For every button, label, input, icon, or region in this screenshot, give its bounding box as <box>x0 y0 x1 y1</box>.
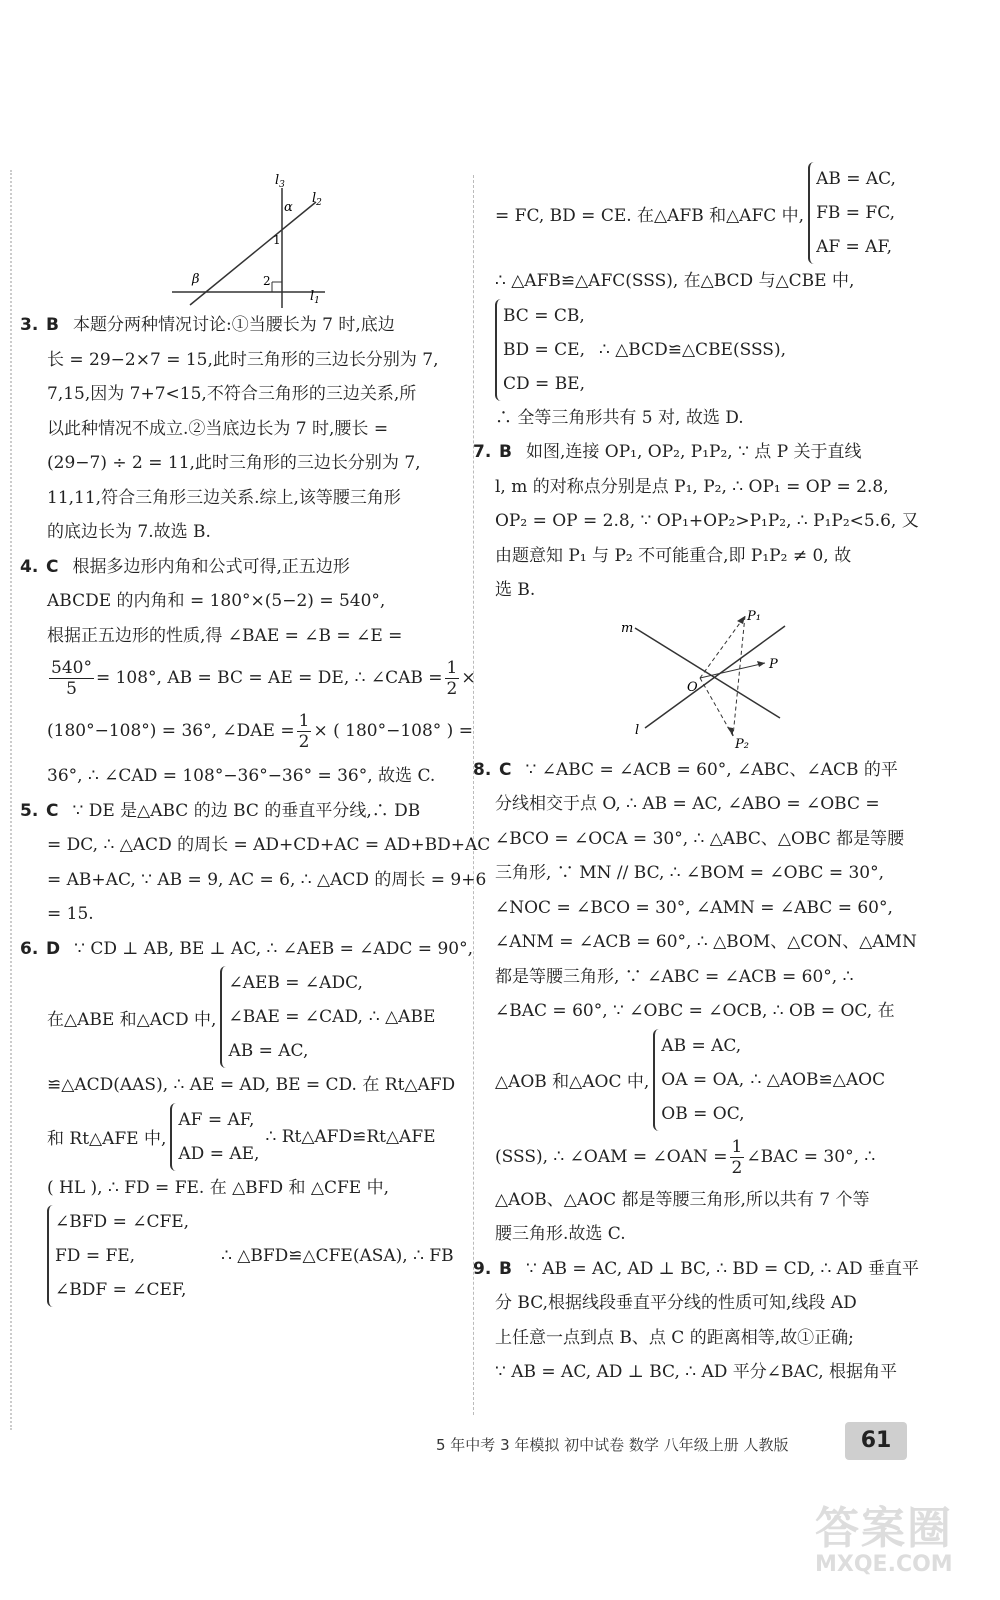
svg-text:l2: $l_2$ <box>312 191 322 208</box>
text-line: 11,11,符合三角形三边关系.综上,该等腰三角形 <box>47 487 401 508</box>
answer-letter: B <box>499 1258 512 1279</box>
right-column <box>473 162 945 1390</box>
text-line: 7,15,因为 7+7<15,不符合三角形的三边关系,所 <box>47 384 417 404</box>
text-line: ∵ AB = AC, AD ⊥ BC, ∴ BD = CD, ∴ AD 垂直平 <box>525 1258 919 1279</box>
text-line: 三角形, ∵ MN // BC, ∴ ∠BOM = ∠OBC = 30°, <box>495 863 885 883</box>
text-line: 选 B. <box>495 580 536 600</box>
answer-letter: B <box>46 315 59 335</box>
question-4 <box>20 550 476 794</box>
text-line: l, m 的对称点分别是点 P₁, P₂, ∴ OP₁ = OP = 2.8, <box>495 476 889 497</box>
text-line: 本题分两种情况讨论:①当腰长为 7 时,底边 <box>72 315 395 335</box>
equation-system: BC = CB, BD = CE, CD = BE, ∴ △BCD≌△CBE(SSS), <box>495 299 945 401</box>
question-3 <box>20 308 460 550</box>
question-6-continued <box>495 162 945 435</box>
question-number: 4. <box>20 556 39 577</box>
text-line: 长 = 29−2×7 = 15,此时三角形的三边长分别为 7, <box>47 349 439 370</box>
text-line: 上任意一点到点 B、点 C 的距离相等,故①正确; <box>495 1327 854 1348</box>
text-line: ≌△ACD(AAS), ∴ AE = AD, BE = CD. 在 Rt△AFD <box>47 1075 456 1095</box>
text-line: ABCDE 的内角和 = 180°×(5−2) = 540°, <box>47 591 386 611</box>
text-line: (180°−108°) = 36°, ∠DAE = $\frac{1}{2}$ × ( 180°−108° ) = <box>47 711 473 752</box>
equation-system: 和 Rt△AFE 中, AF = AF, AD = AE, ∴ Rt△AFD≌Rt△AFE <box>20 1103 460 1171</box>
text-line: ∠BCO = ∠OCA = 30°, ∴ △ABC、△OBC 都是等腰 <box>495 828 905 849</box>
text-line: ∵ DE 是△ABC 的边 BC 的垂直平分线,∴ DB <box>72 800 421 821</box>
text-line: ∵ AB = AC, AD ⊥ BC, ∴ AD 平分∠BAC, 根据角平 <box>495 1362 897 1382</box>
answer-letter: C <box>499 759 512 780</box>
svg-text:2: 2 <box>263 274 271 288</box>
text-line: ∴ △AFB≌△AFC(SSS), 在△BCD 与△CBE 中, <box>495 271 855 291</box>
question-number: 8. <box>473 759 492 780</box>
svg-text:P₁: P₁ <box>747 608 761 624</box>
watermark-logo: 答案圈 MXQE.COM <box>815 1503 953 1577</box>
text-line: 分 BC,根据线段垂直平分线的性质可知,线段 AD <box>495 1293 857 1313</box>
svg-text:O: O <box>687 679 698 695</box>
svg-text:β: β <box>192 272 200 287</box>
footer-book-title: 5 年中考 3 年模拟 初中试卷 数学 八年级上册 人教版 <box>436 1436 789 1454</box>
question-number: 9. <box>473 1258 492 1279</box>
text-line: ∠NOC = ∠BCO = 30°, ∠AMN = ∠ABC = 60°, <box>495 897 893 918</box>
text-line: = DC, ∴ △ACD 的周长 = AD+CD+AC = AD+BD+AC <box>47 835 491 855</box>
text-line: 都是等腰三角形, ∵ ∠ABC = ∠ACB = 60°, ∴ <box>495 966 854 987</box>
text-line: 如图,连接 OP₁, OP₂, P₁P₂, ∵ 点 P 关于直线 <box>525 442 862 462</box>
question-number: 7. <box>473 442 492 462</box>
equation-system: △AOB 和△AOC 中, AB = AC, OA = OA, OB = OC, ∴ △AOB≌△AOC <box>495 1029 945 1131</box>
question-number: 5. <box>20 800 39 821</box>
page-number: 61 <box>845 1422 907 1460</box>
answer-letter: C <box>46 556 59 577</box>
svg-text:P: P <box>769 656 778 672</box>
text-line: 的底边长为 7.故选 B. <box>47 522 211 542</box>
question-number: 6. <box>20 938 39 959</box>
text-line: (SSS), ∴ ∠OAM = ∠OAN = $\frac{1}{2}$ ∠BAC = 30°, ∴ <box>495 1136 876 1178</box>
question-6 <box>20 932 473 1308</box>
text-line: = AB+AC, ∵ AB = 9, AC = 6, ∴ △ACD 的周长 = 9+6 <box>47 869 487 890</box>
answer-letter: D <box>46 938 61 959</box>
svg-text:P₂: P₂ <box>735 736 749 752</box>
text-line: 36°, ∴ ∠CAD = 108°−36°−36° = 36°, 故选 C. <box>47 766 436 786</box>
text-line: ∵ ∠ABC = ∠ACB = 60°, ∠ABC、∠ACB 的平 <box>525 759 898 780</box>
text-line: △AOB、△AOC 都是等腰三角形,所以共有 7 个等 <box>495 1189 870 1210</box>
text-line: 根据正五边形的性质,得 ∠BAE = ∠B = ∠E = <box>47 625 403 646</box>
text-line: 腰三角形.故选 C. <box>495 1224 626 1244</box>
text-line: ∠ANM = ∠ACB = 60°, ∴ △BOM、△CON、△AMN <box>495 932 917 952</box>
figure-reflection <box>495 608 945 753</box>
svg-text:l3: $l_3$ <box>275 173 285 190</box>
svg-text:α: α <box>284 200 293 215</box>
equation-system: ∠BFD = ∠CFE, FD = FE, ∠BDF = ∠CEF, ∴ △BFD≌△CFE(ASA), ∴ FB <box>20 1205 460 1307</box>
svg-text:l1: $l_1$ <box>310 289 320 306</box>
question-number: 3. <box>20 315 39 335</box>
fraction: $\frac{1}{2}$ <box>298 711 310 752</box>
text-line: ∵ CD ⊥ AB, BE ⊥ AC, ∴ ∠AEB = ∠ADC = 90°, <box>74 938 473 959</box>
text-line: $\frac{540^\circ}{5}$ = 108°, AB = BC = AE = DE, ∴ ∠CAB = $\frac{1}{2}$ × <box>51 658 476 699</box>
text-line: (29−7) ÷ 2 = 11,此时三角形的三边长分别为 7, <box>47 453 421 473</box>
text-line: 根据多边形内角和公式可得,正五边形 <box>72 556 350 577</box>
fraction: $\frac{1}{2}$ <box>731 1136 743 1178</box>
text-line: 以此种情况不成立.②当底边长为 7 时,腰长 = <box>47 418 389 439</box>
answer-letter: C <box>46 800 59 821</box>
text-line: = 15. <box>47 904 94 924</box>
text-line: ∠BAC = 60°, ∵ ∠OBC = ∠OCB, ∴ OB = OC, 在 <box>495 1001 895 1021</box>
reflection-diagram <box>495 608 945 753</box>
column-divider <box>473 175 474 1415</box>
equation-system: 在△ABE 和△ACD 中, ∠AEB = ∠ADC, ∠BAE = ∠CAD, AB = AC, ∴ △ABE <box>20 966 460 1068</box>
figure-parallel-lines <box>20 160 460 308</box>
text-line: ∴ 全等三角形共有 5 对, 故选 D. <box>495 407 744 428</box>
fraction: $\frac{1}{2}$ <box>446 658 458 699</box>
svg-text:l: l <box>635 722 640 738</box>
svg-text:1: 1 <box>273 233 281 247</box>
left-column <box>20 160 491 1307</box>
answer-letter: B <box>499 442 512 462</box>
parallel-lines-diagram <box>20 160 460 308</box>
text-line: ( HL ), ∴ FD = FE. 在 △BFD 和 △CFE 中, <box>47 1177 390 1198</box>
fraction: $\frac{540^\circ}{5}$ <box>51 658 92 699</box>
svg-text:m: m <box>621 620 634 636</box>
left-margin-dots <box>10 170 12 1430</box>
equation-system: = FC, BD = CE. 在△AFB 和△AFC 中, AB = AC, FB = FC, AF = AF, <box>495 162 945 264</box>
question-9 <box>473 1252 945 1390</box>
text-line: 由题意知 P₁ 与 P₂ 不可能重合,即 P₁P₂ ≠ 0, 故 <box>495 545 852 566</box>
question-7 <box>473 435 945 608</box>
question-5 <box>20 794 491 932</box>
question-8 <box>473 753 945 1252</box>
text-line: 分线相交于点 O, ∴ AB = AC, ∠ABO = ∠OBC = <box>495 794 880 814</box>
text-line: OP₂ = OP = 2.8, ∵ OP₁+OP₂>P₁P₂, ∴ P₁P₂<5.6, 又 <box>495 511 919 531</box>
